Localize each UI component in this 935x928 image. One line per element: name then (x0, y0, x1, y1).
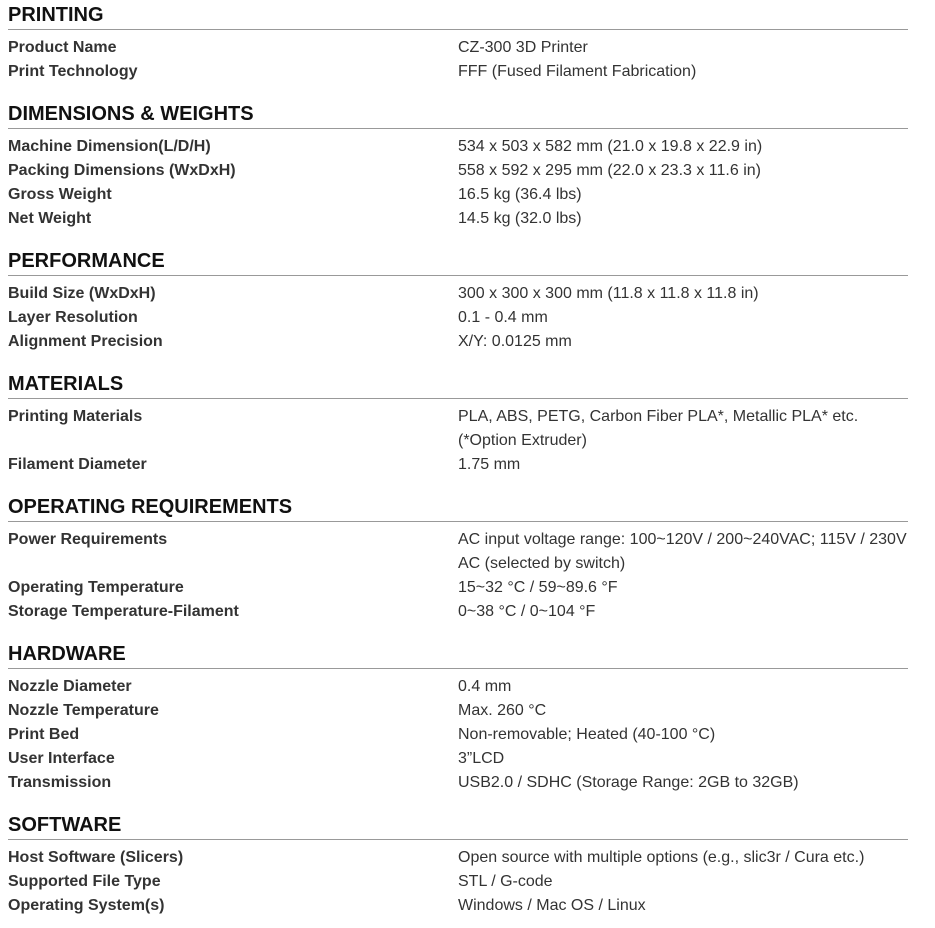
spec-value: USB2.0 / SDHC (Storage Range: 2GB to 32GB) (458, 774, 799, 791)
spec-label: Build Size (WxDxH) (8, 285, 156, 302)
spec-value-continuation: (*Option Extruder) (458, 432, 587, 449)
spec-label: Nozzle Temperature (8, 702, 159, 719)
spec-label: User Interface (8, 750, 115, 767)
spec-value: Non-removable; Heated (40-100 °C) (458, 726, 716, 743)
section-title-dimensions-weights: DIMENSIONS & WEIGHTS (8, 102, 908, 129)
spec-value: 15~32 °C / 59~89.6 °F (458, 579, 618, 596)
spec-label: Net Weight (8, 210, 92, 227)
spec-value: 0.1 - 0.4 mm (458, 309, 548, 326)
spec-label: Supported File Type (8, 873, 161, 890)
spec-value-continuation: AC (selected by switch) (458, 555, 626, 572)
section-title-hardware: HARDWARE (8, 642, 908, 669)
spec-value: 1.75 mm (458, 456, 521, 473)
spec-label: Operating System(s) (8, 897, 165, 914)
spec-value: PLA, ABS, PETG, Carbon Fiber PLA*, Metallic PLA* etc. (458, 408, 859, 425)
spec-value: AC input voltage range: 100~120V / 200~240VAC; 115V / 230V (458, 531, 907, 548)
section-title-materials: MATERIALS (8, 372, 908, 399)
spec-value: X/Y: 0.0125 mm (458, 333, 572, 350)
spec-label: Printing Materials (8, 408, 143, 425)
spec-label: Packing Dimensions (WxDxH) (8, 162, 236, 179)
spec-value: 558 x 592 x 295 mm (22.0 x 23.3 x 11.6 in) (458, 162, 761, 179)
spec-value: CZ-300 3D Printer (458, 39, 588, 56)
spec-value: Windows / Mac OS / Linux (458, 897, 646, 914)
spec-value: 0~38 °C / 0~104 °F (458, 603, 596, 620)
spec-label: Operating Temperature (8, 579, 184, 596)
spec-label: Filament Diameter (8, 456, 147, 473)
spec-label: Gross Weight (8, 186, 112, 203)
spec-value: 534 x 503 x 582 mm (21.0 x 19.8 x 22.9 in) (458, 138, 763, 155)
spec-value: Max. 260 °C (458, 702, 547, 719)
spec-label: Power Requirements (8, 531, 168, 548)
section-title-operating-requirements: OPERATING REQUIREMENTS (8, 495, 908, 522)
spec-label: Layer Resolution (8, 309, 138, 326)
spec-value: Open source with multiple options (e.g., slic3r / Cura etc.) (458, 849, 865, 866)
spec-value: 0.4 mm (458, 678, 512, 695)
section-title-printing: PRINTING (8, 3, 908, 30)
spec-label: Print Bed (8, 726, 80, 743)
spec-label: Transmission (8, 774, 112, 791)
spec-value: 300 x 300 x 300 mm (11.8 x 11.8 x 11.8 in) (458, 285, 759, 302)
spec-value: 16.5 kg (36.4 lbs) (458, 186, 582, 203)
spec-label: Storage Temperature-Filament (8, 603, 239, 620)
spec-value: FFF (Fused Filament Fabrication) (458, 63, 697, 80)
spec-label: Nozzle Diameter (8, 678, 132, 695)
spec-value: STL / G-code (458, 873, 553, 890)
spec-label: Host Software (Slicers) (8, 849, 184, 866)
spec-value: 14.5 kg (32.0 lbs) (458, 210, 582, 227)
section-title-performance: PERFORMANCE (8, 249, 908, 276)
spec-value: 3”LCD (458, 750, 505, 767)
section-title-software: SOFTWARE (8, 813, 908, 840)
spec-label: Machine Dimension(L/D/H) (8, 138, 211, 155)
spec-label: Print Technology (8, 63, 138, 80)
spec-label: Alignment Precision (8, 333, 163, 350)
spec-label: Product Name (8, 39, 117, 56)
